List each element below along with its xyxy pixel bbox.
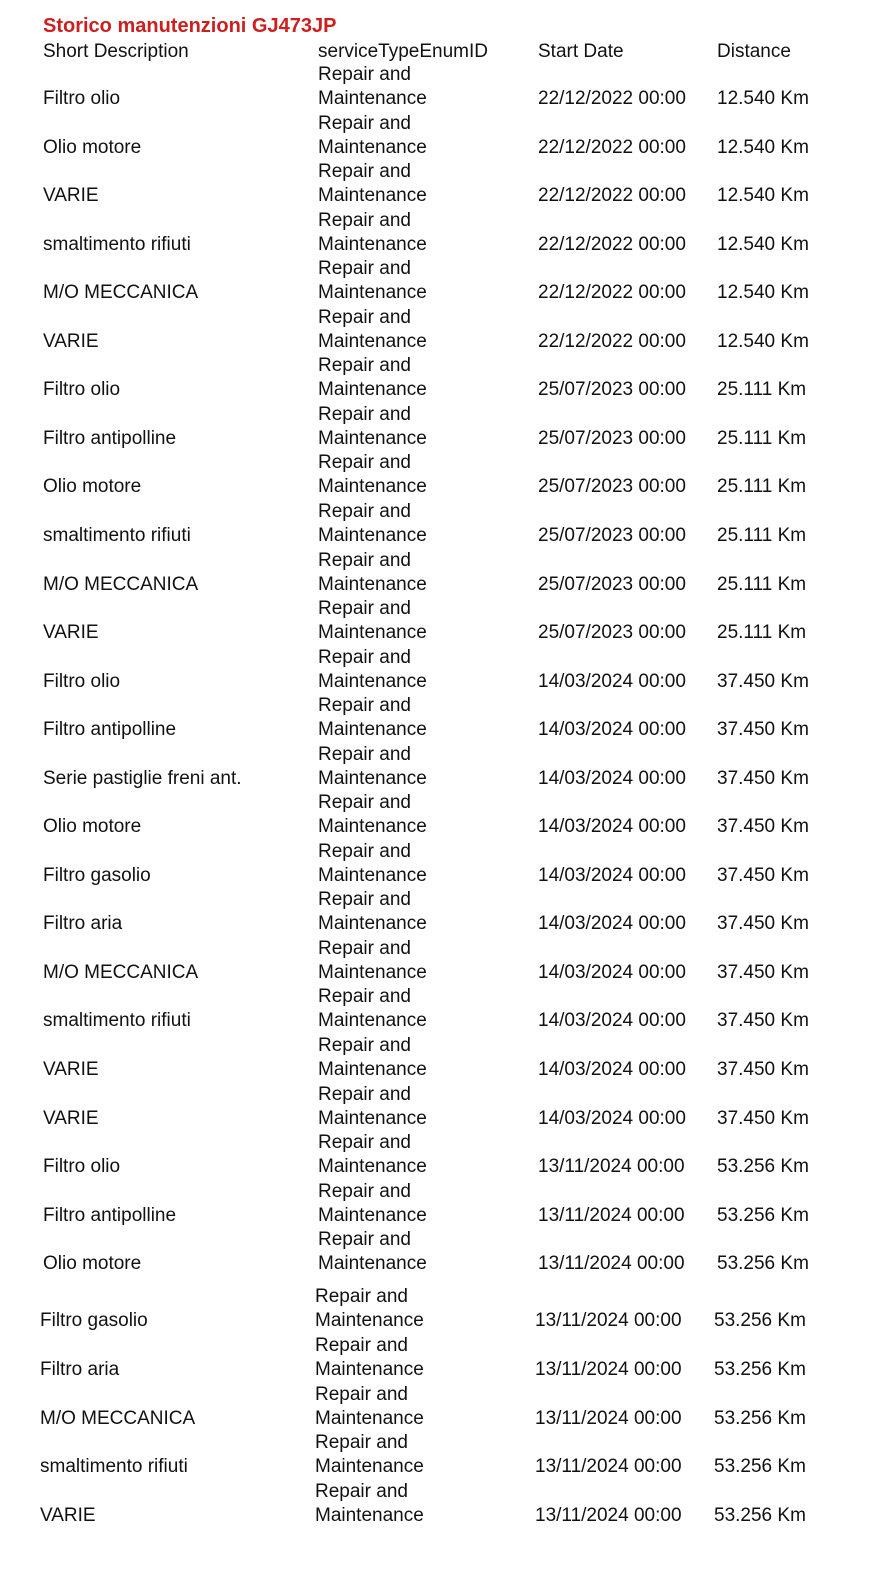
- cell-short-description: Filtro olio: [43, 1156, 121, 1178]
- table-row: [0, 306, 891, 355]
- cell-service-type-line2: Maintenance: [318, 913, 427, 935]
- cell-start-date: 25/07/2023 00:00: [538, 622, 686, 644]
- cell-service-type-line2: Maintenance: [318, 719, 427, 741]
- cell-service-type-line2: Maintenance: [315, 1310, 424, 1331]
- cell-service-type-line1: Repair and: [318, 792, 411, 814]
- cell-short-description: Filtro gasolio: [40, 1310, 148, 1331]
- cell-distance: 53.256 Km: [714, 1407, 806, 1429]
- cell-service-type-line2: Maintenance: [318, 379, 427, 401]
- cell-service-type-line2: Maintenance: [318, 622, 427, 644]
- table-row: [0, 888, 891, 937]
- cell-short-description: smaltimento rifiuti: [43, 524, 191, 546]
- cell-service-type-line1: Repair and: [318, 403, 411, 425]
- cell-service-type-line2: Maintenance: [315, 1407, 424, 1429]
- cell-distance: 25.111 Km: [717, 427, 807, 449]
- cell-distance: 12.540 Km: [717, 136, 809, 158]
- cell-start-date: 22/12/2022 00:00: [538, 330, 686, 352]
- cell-service-type-line2: Maintenance: [318, 767, 427, 789]
- cell-start-date: 22/12/2022 00:00: [538, 136, 686, 158]
- table-row: [0, 985, 891, 1034]
- cell-service-type-line1: Repair and: [315, 1481, 408, 1502]
- table-row: [0, 646, 891, 695]
- cell-service-type-line2: Maintenance: [318, 88, 427, 109]
- cell-distance: 37.450 Km: [717, 1010, 809, 1032]
- cell-short-description: Filtro aria: [43, 913, 123, 935]
- cell-start-date: 14/03/2024 00:00: [538, 1107, 686, 1129]
- cell-service-type-line1: Repair and: [318, 209, 411, 231]
- cell-service-type-line1: Repair and: [315, 1286, 408, 1307]
- cell-short-description: Filtro antipolline: [43, 719, 177, 741]
- cell-start-date: 22/12/2022 00:00: [538, 233, 686, 255]
- cell-service-type-line2: Maintenance: [318, 1204, 427, 1226]
- cell-distance: 53.256 Km: [714, 1456, 806, 1478]
- cell-service-type-line2: Maintenance: [318, 282, 427, 304]
- cell-service-type-line1: Repair and: [315, 1334, 408, 1356]
- cell-service-type-line1: Repair and: [318, 549, 411, 571]
- cell-short-description: VARIE: [43, 1059, 99, 1080]
- cell-short-description: Filtro antipolline: [43, 427, 177, 449]
- cell-start-date: 13/11/2024 00:00: [538, 1156, 685, 1178]
- cell-service-type-line1: Repair and: [318, 1132, 411, 1154]
- cell-distance: 12.540 Km: [717, 88, 809, 109]
- cell-service-type-line2: Maintenance: [318, 476, 427, 498]
- cell-distance: 12.540 Km: [717, 282, 809, 304]
- cell-start-date: 13/11/2024 00:00: [538, 1204, 685, 1226]
- cell-service-type-line2: Maintenance: [318, 185, 427, 207]
- table-row: [0, 63, 891, 112]
- cell-service-type-line2: Maintenance: [318, 427, 427, 449]
- cell-start-date: 13/11/2024 00:00: [535, 1310, 682, 1331]
- cell-distance: 25.111 Km: [717, 524, 807, 546]
- cell-short-description: Olio motore: [43, 476, 142, 498]
- header-service-type: serviceTypeEnumID: [318, 41, 489, 62]
- cell-service-type-line1: Repair and: [318, 840, 411, 862]
- table-row: [0, 257, 891, 306]
- cell-start-date: 14/03/2024 00:00: [538, 767, 686, 789]
- cell-service-type-line2: Maintenance: [318, 1107, 427, 1129]
- cell-distance: 53.256 Km: [714, 1310, 806, 1331]
- cell-start-date: 22/12/2022 00:00: [538, 88, 686, 109]
- cell-distance: 53.256 Km: [717, 1253, 809, 1275]
- cell-short-description: Olio motore: [43, 136, 142, 158]
- table-row: [0, 1180, 891, 1229]
- cell-start-date: 25/07/2023 00:00: [538, 573, 686, 595]
- cell-service-type-line2: Maintenance: [318, 1059, 427, 1080]
- cell-distance: 37.450 Km: [717, 913, 809, 935]
- cell-service-type-line2: Maintenance: [318, 816, 427, 838]
- cell-service-type-line1: Repair and: [318, 452, 411, 474]
- cell-service-type-line2: Maintenance: [318, 864, 427, 886]
- cell-distance: 12.540 Km: [717, 233, 809, 255]
- cell-distance: 53.256 Km: [717, 1204, 809, 1226]
- cell-start-date: 13/11/2024 00:00: [535, 1407, 682, 1429]
- table-row: [0, 1228, 891, 1277]
- table-row: [0, 403, 891, 452]
- cell-service-type-line2: Maintenance: [318, 524, 427, 546]
- cell-short-description: VARIE: [40, 1505, 96, 1526]
- cell-start-date: 14/03/2024 00:00: [538, 719, 686, 741]
- cell-service-type-line1: Repair and: [318, 161, 411, 183]
- cell-distance: 37.450 Km: [717, 767, 809, 789]
- cell-service-type-line2: Maintenance: [318, 233, 427, 255]
- cell-start-date: 13/11/2024 00:00: [535, 1456, 682, 1478]
- cell-short-description: Filtro aria: [40, 1358, 120, 1380]
- cell-distance: 12.540 Km: [717, 330, 809, 352]
- cell-service-type-line1: Repair and: [318, 112, 411, 134]
- cell-service-type-line1: Repair and: [318, 937, 411, 959]
- cell-service-type-line1: Repair and: [318, 743, 411, 765]
- cell-service-type-line2: Maintenance: [318, 1156, 427, 1178]
- cell-distance: 37.450 Km: [717, 1059, 809, 1080]
- cell-service-type-line1: Repair and: [318, 986, 411, 1008]
- cell-start-date: 13/11/2024 00:00: [538, 1253, 685, 1275]
- cell-service-type-line2: Maintenance: [315, 1505, 424, 1526]
- cell-distance: 25.111 Km: [717, 573, 807, 595]
- cell-short-description: VARIE: [43, 330, 99, 352]
- cell-service-type-line2: Maintenance: [318, 136, 427, 158]
- cell-short-description: M/O MECCANICA: [43, 282, 199, 304]
- cell-short-description: smaltimento rifiuti: [43, 1010, 191, 1032]
- table-row: [0, 112, 891, 161]
- cell-distance: 37.450 Km: [717, 816, 809, 838]
- table-row: [0, 1034, 891, 1083]
- table-row: [0, 1285, 891, 1334]
- table-row: [0, 694, 891, 743]
- cell-short-description: M/O MECCANICA: [43, 961, 199, 983]
- cell-distance: 12.540 Km: [717, 185, 809, 207]
- cell-service-type-line1: Repair and: [318, 889, 411, 911]
- cell-service-type-line2: Maintenance: [315, 1456, 424, 1478]
- cell-service-type-line1: Repair and: [318, 1180, 411, 1202]
- cell-start-date: 22/12/2022 00:00: [538, 282, 686, 304]
- cell-short-description: Filtro gasolio: [43, 864, 151, 886]
- table-row: [0, 791, 891, 840]
- cell-start-date: 14/03/2024 00:00: [538, 1010, 686, 1032]
- cell-distance: 53.256 Km: [717, 1156, 809, 1178]
- cell-service-type-line1: Repair and: [318, 695, 411, 717]
- table-row: [0, 743, 891, 792]
- cell-service-type-line1: Repair and: [318, 598, 411, 620]
- cell-start-date: 14/03/2024 00:00: [538, 961, 686, 983]
- cell-short-description: VARIE: [43, 622, 99, 644]
- cell-short-description: Filtro antipolline: [43, 1204, 177, 1226]
- cell-service-type-line1: Repair and: [318, 355, 411, 377]
- header-distance: Distance: [717, 41, 791, 62]
- table-row: [0, 354, 891, 403]
- cell-service-type-line1: Repair and: [318, 500, 411, 522]
- cell-distance: 25.111 Km: [717, 476, 807, 498]
- table-row: [0, 1083, 891, 1132]
- cell-start-date: 25/07/2023 00:00: [538, 524, 686, 546]
- cell-service-type-line1: Repair and: [318, 1229, 411, 1251]
- cell-short-description: Filtro olio: [43, 670, 121, 692]
- cell-start-date: 25/07/2023 00:00: [538, 476, 686, 498]
- cell-start-date: 25/07/2023 00:00: [538, 427, 686, 449]
- table-row: [0, 209, 891, 258]
- cell-service-type-line2: Maintenance: [318, 573, 427, 595]
- cell-short-description: Filtro olio: [43, 88, 121, 109]
- cell-service-type-line1: Repair and: [315, 1383, 408, 1405]
- cell-short-description: VARIE: [43, 185, 99, 207]
- table-row: [0, 549, 891, 598]
- cell-start-date: 13/11/2024 00:00: [535, 1358, 682, 1380]
- cell-short-description: Filtro olio: [43, 379, 121, 401]
- cell-service-type-line2: Maintenance: [318, 330, 427, 352]
- cell-service-type-line1: Repair and: [318, 646, 411, 668]
- cell-short-description: smaltimento rifiuti: [43, 233, 191, 255]
- cell-distance: 37.450 Km: [717, 961, 809, 983]
- cell-distance: 37.450 Km: [717, 719, 809, 741]
- page-title: Storico manutenzioni GJ473JP: [43, 15, 337, 37]
- cell-distance: 25.111 Km: [717, 379, 807, 401]
- cell-service-type-line1: Repair and: [315, 1432, 408, 1454]
- table-row: [0, 597, 891, 646]
- cell-service-type-line2: Maintenance: [318, 961, 427, 983]
- cell-short-description: Olio motore: [43, 1253, 142, 1275]
- cell-start-date: 14/03/2024 00:00: [538, 913, 686, 935]
- table-row: [0, 1383, 891, 1432]
- cell-service-type-line2: Maintenance: [318, 670, 427, 692]
- header-short-description: Short Description: [43, 41, 189, 62]
- cell-start-date: 13/11/2024 00:00: [535, 1505, 682, 1526]
- table-row: [0, 451, 891, 500]
- cell-start-date: 14/03/2024 00:00: [538, 864, 686, 886]
- cell-start-date: 25/07/2023 00:00: [538, 379, 686, 401]
- cell-service-type-line1: Repair and: [318, 64, 411, 85]
- cell-distance: 37.450 Km: [717, 670, 809, 692]
- cell-service-type-line1: Repair and: [318, 258, 411, 280]
- cell-distance: 53.256 Km: [714, 1358, 806, 1380]
- cell-service-type-line2: Maintenance: [318, 1010, 427, 1032]
- table-row: [0, 1131, 891, 1180]
- cell-service-type-line2: Maintenance: [318, 1253, 427, 1275]
- cell-short-description: M/O MECCANICA: [43, 573, 199, 595]
- cell-distance: 25.111 Km: [717, 622, 807, 644]
- cell-service-type-line1: Repair and: [318, 306, 411, 328]
- table-row: [0, 1431, 891, 1480]
- table-row: [0, 1480, 891, 1529]
- cell-start-date: 14/03/2024 00:00: [538, 1059, 686, 1080]
- header-start-date: Start Date: [538, 41, 624, 62]
- cell-service-type-line2: Maintenance: [315, 1358, 424, 1380]
- table-row: [0, 1334, 891, 1383]
- cell-short-description: Serie pastiglie freni ant.: [43, 767, 242, 789]
- cell-distance: 53.256 Km: [714, 1505, 806, 1526]
- table-row: [0, 840, 891, 889]
- table-row: [0, 160, 891, 209]
- cell-service-type-line1: Repair and: [318, 1083, 411, 1105]
- cell-distance: 37.450 Km: [717, 864, 809, 886]
- cell-short-description: VARIE: [43, 1107, 99, 1129]
- table-row: [0, 500, 891, 549]
- cell-start-date: 14/03/2024 00:00: [538, 816, 686, 838]
- cell-distance: 37.450 Km: [717, 1107, 809, 1129]
- table-row: [0, 937, 891, 986]
- cell-service-type-line1: Repair and: [318, 1035, 411, 1056]
- cell-short-description: Olio motore: [43, 816, 142, 838]
- cell-start-date: 14/03/2024 00:00: [538, 670, 686, 692]
- cell-short-description: smaltimento rifiuti: [40, 1456, 188, 1478]
- cell-start-date: 22/12/2022 00:00: [538, 185, 686, 207]
- cell-short-description: M/O MECCANICA: [40, 1407, 196, 1429]
